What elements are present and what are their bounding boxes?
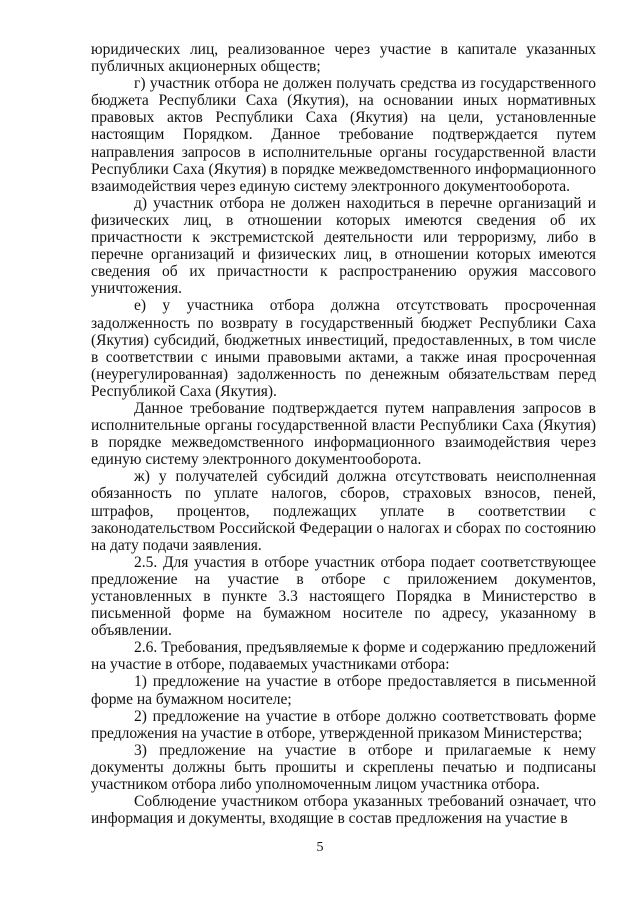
paragraph-2-6: 2.6. Требования, предъявляемые к форме и содержанию предложений на участие в отборе, подаваемых участниками отбора: <box>91 639 596 674</box>
list-item-1: 1) предложение на участие в отборе предоставляется в письменной форме на бумажном носителе; <box>91 673 596 708</box>
paragraph-item-g: г) участник отбора не должен получать средства из государственного бюджета Республики Саха (Якутия), на основании иных нормативных правовых актов Республики Саха (Якутия) на цели, установленные настоящим Порядком. Данное требование подтверждается путем направления запросов в исполнительные органы государственной власти Республики Саха (Якутия) в порядке межведомственного информационного взаимодействия через единую систему электронного документооборота. <box>91 75 596 195</box>
document-body <box>91 41 596 827</box>
list-item-3: 3) предложение на участие в отборе и прилагаемые к нему документы должны быть прошиты и скреплены печатью и подписаны участником отбора либо уполномоченным лицом участника отбора. <box>91 741 596 794</box>
paragraph-item-d: д) участник отбора не должен находиться в перечне организаций и физических лиц, в отношении которых имеются сведения об их причастности к экстремистской деятельности или терроризму, либо в перечне организаций и физических лиц, в отношении которых имеются сведения об их причастности к распространению оружия массового уничтожения. <box>91 194 596 298</box>
paragraph-confirmation: Данное требование подтверждается путем направления запросов в исполнительные органы государственной власти Республики Саха (Якутия) в порядке межведомственного информационного взаимодействия через единую систему электронного документооборота. <box>91 399 596 469</box>
paragraph-continuation: юридических лиц, реализованное через участие в капитале указанных публичных акционерных обществ; <box>91 41 596 76</box>
paragraph-2-5: 2.5. Для участия в отборе участник отбора подает соответствующее предложение на участие в отборе с приложением документов, установленных в пункте 3.3 настоящего Порядка в Министерство в письменной форме на бумажном носителе по адресу, указанному в объявлении. <box>91 553 596 640</box>
page-number: 5 <box>316 840 324 855</box>
paragraph-item-e: е) у участника отбора должна отсутствовать просроченная задолженность по возврату в государственный бюджет Республики Саха (Якутия) субсидий, бюджетных инвестиций, предоставленных, в том числе в соответствии с иными правовыми актами, а также иная просроченная (неурегулированная) задолженность по денежным обязательствам перед Республикой Саха (Якутия). <box>91 297 596 400</box>
paragraph-item-zh: ж) у получателей субсидий должна отсутствовать неисполненная обязанность по уплате налогов, сборов, страховых взносов, пеней, штрафов, процентов, подлежащих уплате в соответствии с законодательством Российской Федерации о налогах и сборах по состоянию на дату подачи заявления. <box>91 468 596 554</box>
list-item-2: 2) предложение на участие в отборе должно соответствовать форме предложения на участие в отборе, утвержденной приказом Министерства; <box>91 707 596 742</box>
paragraph-compliance: Соблюдение участником отбора указанных требований означает, что информация и документы, входящие в состав предложения на участие в <box>91 793 596 828</box>
